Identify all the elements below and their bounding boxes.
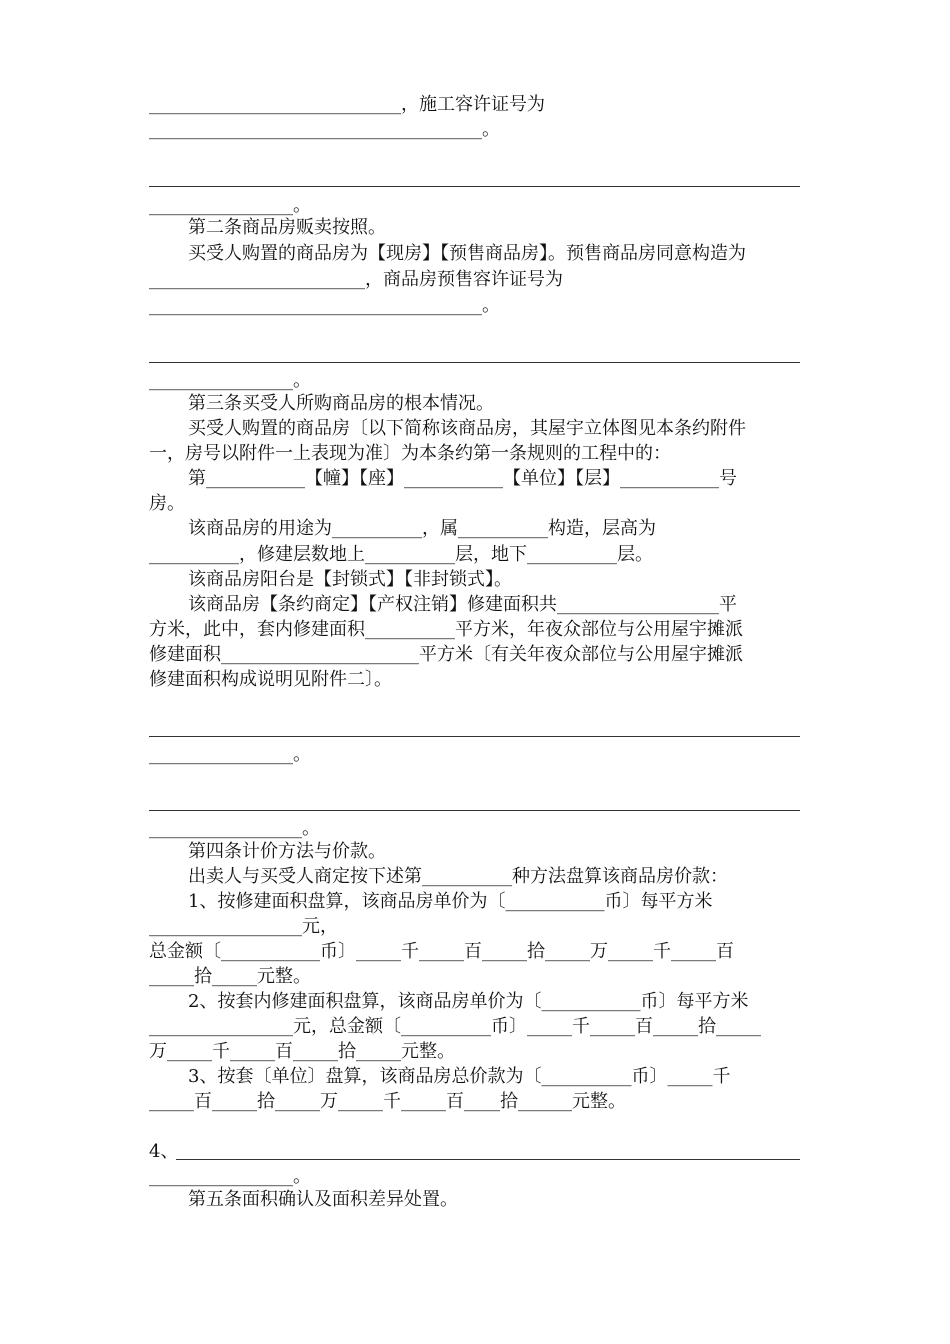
text-line: 一，房号以附件一上表现为准〕为本条约第一条规则的工程中的： <box>149 443 671 464</box>
text-line: 该商品房阳台是【封锁式】【非封锁式】。 <box>188 569 512 590</box>
text-line: 该商品房的用途为__________，属__________构造，层高为 <box>188 518 656 539</box>
blank-rule <box>149 736 800 737</box>
text-line: __________，修建层数地上__________层，地下__________层。 <box>149 544 653 565</box>
article-heading: 第二条商品房贩卖按照。 <box>188 217 386 238</box>
blank-rule <box>149 810 800 811</box>
text-line: 房。 <box>149 493 185 514</box>
text-line: 1、按修建面积盘算，该商品房单价为〔___________币〕每平方米 <box>188 891 713 912</box>
item-number: 4、 <box>149 1141 179 1162</box>
text-line: _________________。 <box>149 818 320 839</box>
text-line: _________________元， <box>149 916 338 937</box>
text-line: _____________________________________。 <box>149 119 500 140</box>
text-line: ________________。 <box>149 744 311 765</box>
text-line: ________________。 <box>149 370 311 391</box>
text-line: ________________。 <box>149 195 311 216</box>
blank-rule <box>149 186 800 187</box>
text-line: _____百_____拾_____万_____千_____百____拾______元整。 <box>149 1091 626 1112</box>
text-line: 总金额〔___________币〕_____千_____百_____拾_____万_____千_____百 <box>149 941 734 962</box>
text-line: ________________元，总金额〔__________币〕_____千_____百_____拾_____ <box>149 1016 761 1037</box>
text-line: _____________________________________。 <box>149 295 500 316</box>
article-heading: 第四条计价方法与价款。 <box>188 841 386 862</box>
text-line: 买受人购置的商品房为【现房】【预售商品房】。预售商品房同意构造为 <box>188 243 746 264</box>
text-line: 万_____千_____百_____拾_____元整。 <box>149 1041 455 1062</box>
text-line: ________________。 <box>149 1166 311 1187</box>
text-line: _____拾_____元整。 <box>149 966 311 987</box>
text-line: 第___________【幢】【座】___________【单位】【层】___________号 <box>188 468 737 489</box>
article-heading: 第三条买受人所购商品房的根本情况。 <box>188 393 494 414</box>
text-line: 方米，此中，套内修建面积__________平方米，年夜众部位与公用屋宇摊派 <box>149 619 743 640</box>
text-line: 该商品房【条约商定】【产权注销】修建面积共__________________平 <box>188 594 737 615</box>
text-line: 3、按套〔单位〕盘算，该商品房总价款为〔__________币〕_____千 <box>188 1066 731 1087</box>
blank-rule <box>149 362 800 363</box>
text-line: 修建面积构成说明见附件二〕。 <box>149 669 392 690</box>
text-line: 出卖人与买受人商定按下述第__________种方法盘算该商品房价款： <box>188 866 728 887</box>
text-line: ____________________________，施工容许证号为 <box>149 94 545 115</box>
text-line: 修建面积______________________平方米〔有关年夜众部位与公用屋宇摊派 <box>149 644 743 665</box>
text-line: ________________________，商品房预售容许证号为 <box>149 269 563 290</box>
article-heading: 第五条面积确认及面积差异处置。 <box>188 1189 458 1210</box>
text-line: 买受人购置的商品房〔以下简称该商品房，其屋宇立体图见本条约附件 <box>188 418 746 439</box>
blank-rule <box>176 1159 800 1160</box>
text-line: 2、按套内修建面积盘算，该商品房单价为〔___________币〕每平方米 <box>188 991 749 1012</box>
